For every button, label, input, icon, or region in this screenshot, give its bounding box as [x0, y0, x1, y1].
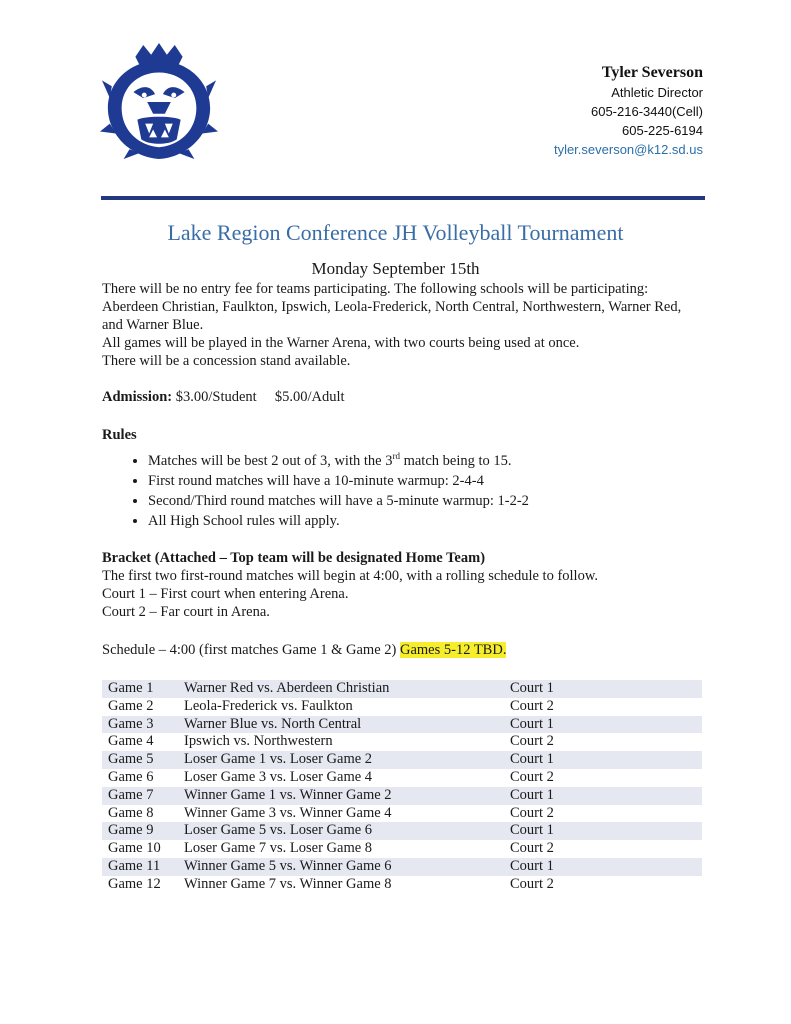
- court-cell: Court 1: [504, 680, 702, 698]
- match-cell: Winner Game 5 vs. Winner Game 6: [178, 858, 504, 876]
- contact-role: Athletic Director: [611, 85, 703, 100]
- match-cell: Ipswich vs. Northwestern: [184, 733, 333, 750]
- contact-phone: 605-225-6194: [622, 123, 703, 138]
- table-row: [102, 822, 702, 840]
- table-row: [102, 698, 702, 716]
- court-cell: Court 2: [510, 804, 554, 821]
- admission-student: $3.00/Student: [175, 389, 257, 405]
- lion-mascot-icon: [100, 42, 218, 162]
- bracket-line: The first two first-round matches will begin at 4:00, with a rolling schedule to follow.: [102, 567, 598, 584]
- table-row: [102, 680, 702, 698]
- table-row: [102, 716, 702, 734]
- rule-item: • Second/Third round matches will have a 5-minute warmup: 1-2-2: [148, 491, 702, 511]
- game-cell: Game 2: [108, 697, 154, 714]
- match-cell: Winner Game 1 vs. Winner Game 2: [178, 787, 504, 805]
- match-cell: Loser Game 1 vs. Loser Game 2: [178, 751, 504, 769]
- contact-name: Tyler Severson: [601, 64, 703, 81]
- game-cell: Game 1: [102, 680, 178, 698]
- concession-paragraph: There will be a concession stand available.: [102, 353, 351, 369]
- event-date: Monday September 15th: [311, 259, 480, 278]
- rule-item: • First round matches will have a 10-minute warmup: 2-4-4: [148, 471, 702, 491]
- contact-block: [554, 62, 703, 159]
- schedule-table: [102, 680, 702, 894]
- court-cell: Court 1: [504, 716, 702, 734]
- game-cell: Game 3: [102, 716, 178, 734]
- schedule-intro: Schedule – 4:00 (first matches Game 1 & Game 2) Games 5-12 TBD.: [102, 641, 507, 658]
- match-cell: Warner Blue vs. North Central: [178, 716, 504, 734]
- court-cell: Court 1: [504, 751, 702, 769]
- game-cell: Game 4: [108, 733, 154, 750]
- page-title: Lake Region Conference JH Volleyball Tournament: [167, 220, 624, 245]
- match-cell: Loser Game 7 vs. Loser Game 8: [184, 840, 373, 857]
- game-cell: Game 8: [108, 804, 154, 821]
- rules-heading: Rules: [102, 427, 137, 443]
- admission-line: [102, 388, 702, 406]
- court-cell: Court 2: [510, 733, 554, 750]
- court-cell: Court 2: [510, 768, 554, 785]
- game-cell: Game 9: [102, 822, 178, 840]
- rule-item: • Matches will be best 2 out of 3, with the 3rd match being to 15.: [148, 446, 702, 471]
- game-cell: Game 7: [102, 787, 178, 805]
- game-cell: Game 12: [108, 875, 161, 892]
- rules-list: [102, 446, 702, 531]
- match-cell: Warner Red vs. Aberdeen Christian: [178, 680, 504, 698]
- table-row: [102, 805, 702, 823]
- header-divider: [101, 196, 705, 200]
- match-cell: Winner Game 3 vs. Winner Game 4: [184, 804, 392, 821]
- match-cell: Loser Game 5 vs. Loser Game 6: [178, 822, 504, 840]
- court-cell: Court 2: [510, 840, 554, 857]
- contact-cell-phone: 605-216-3440(Cell): [590, 104, 703, 119]
- table-row: [102, 876, 702, 894]
- intro-paragraph: There will be no entry fee for teams participating. The following schools will be participating: Aberdeen Christian, Faulkton, Ipswich, Leola-Frederick, North Central, Northwestern, Warner Red, and Warner Blue.: [102, 281, 682, 333]
- admission-adult: $5.00/Adult: [274, 389, 345, 405]
- contact-email-link[interactable]: tyler.severson@k12.sd.us: [553, 142, 703, 157]
- court-2-description: Court 2 – Far court in Arena.: [102, 603, 270, 620]
- admission-label: Admission:: [102, 389, 173, 405]
- court-cell: Court 1: [504, 787, 702, 805]
- bracket-heading: Bracket (Attached – Top team will be designated Home Team): [102, 549, 486, 566]
- document-body: [102, 280, 702, 659]
- match-cell: Winner Game 7 vs. Winner Game 8: [184, 875, 392, 892]
- schedule-tbd-highlight: Games 5-12 TBD.: [399, 641, 507, 658]
- rule-item: • All High School rules will apply.: [148, 511, 702, 531]
- court-cell: Court 1: [504, 822, 702, 840]
- match-cell: Leola-Frederick vs. Faulkton: [184, 697, 353, 714]
- game-cell: Game 10: [108, 840, 161, 857]
- table-row: [102, 769, 702, 787]
- game-cell: Game 5: [102, 751, 178, 769]
- court-1-description: Court 1 – First court when entering Arena.: [102, 585, 349, 602]
- table-row: [102, 733, 702, 751]
- game-cell: Game 6: [108, 768, 154, 785]
- game-cell: Game 11: [102, 858, 178, 876]
- table-row: [102, 751, 702, 769]
- table-row: [102, 840, 702, 858]
- court-cell: Court 1: [504, 858, 702, 876]
- table-row: [102, 787, 702, 805]
- court-cell: Court 2: [510, 875, 554, 892]
- venue-paragraph: All games will be played in the Warner Arena, with two courts being used at once.: [102, 335, 580, 351]
- court-cell: Court 2: [510, 697, 554, 714]
- match-cell: Loser Game 3 vs. Loser Game 4: [184, 768, 373, 785]
- table-row: [102, 858, 702, 876]
